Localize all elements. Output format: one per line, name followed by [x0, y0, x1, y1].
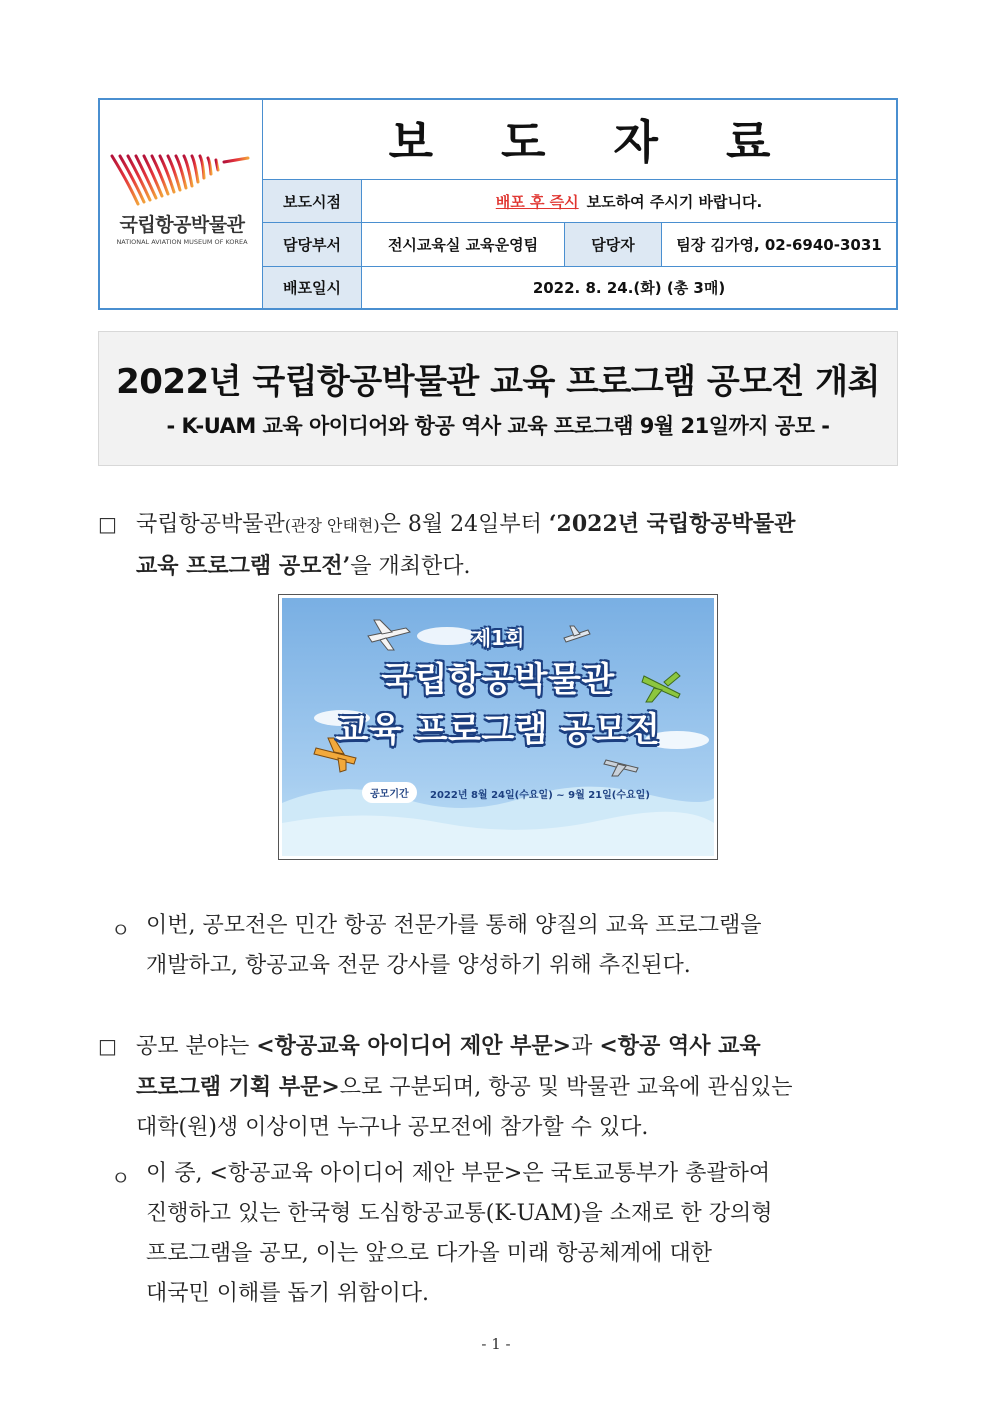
release-highlight: 배포 후 즉시: [495, 192, 579, 211]
p2-line-2: 개발하고, 항공교육 전문 강사를 양성하기 위해 추진된다.: [146, 953, 691, 978]
period-value: 2022년 8월 24일(수요일) ~ 9월 21일(수요일): [430, 790, 650, 801]
poster-title-2: 교육 프로그램 공모전: [335, 710, 661, 750]
document-type-title: 보 도 자 료: [263, 100, 896, 180]
p4-line-3: 프로그램을 공모, 이는 앞으로 다가올 미래 항공체계에 대한: [146, 1241, 712, 1266]
p3-text-a: 공모 분야는: [136, 1034, 257, 1059]
p1-bold: ‘2022년 국립항공박물관: [548, 511, 796, 537]
release-label: 보도시점: [263, 180, 362, 222]
p3-bold-1: <항공교육 아이디어 제안 부문>: [256, 1033, 572, 1059]
page-number: - 1 -: [481, 1335, 511, 1353]
p2-line-1: 이번, 공모전은 민간 항공 전문가를 통해 양질의 교육 프로그램을: [146, 913, 762, 938]
p3-text-c: 으로 구분되며, 항공 및 박물관 교육에 관심있는: [339, 1075, 793, 1100]
press-header-table: [98, 98, 898, 310]
p3-line-3: 대학(원)생 이상이면 누구나 공모전에 참가할 수 있다.: [136, 1115, 649, 1140]
period-badge: 공모기간: [362, 782, 417, 803]
p3-bold-3: 프로그램 기획 부문>: [136, 1074, 340, 1100]
p4-line-1: 이 중, <항공교육 아이디어 제안 부문>은 국토교통부가 총괄하여: [146, 1161, 771, 1186]
date-label: 배포일시: [263, 267, 362, 308]
p4-line-2: 진행하고 있는 한국형 도심항공교통(K-UAM)을 소재로 한 강의형: [146, 1201, 773, 1226]
release-value: [362, 180, 896, 222]
p1-text-c: 을 개최한다.: [350, 554, 471, 579]
checkbox-bullet-icon: □: [98, 1034, 117, 1058]
paragraph-2: [146, 906, 898, 986]
contest-poster-frame: [278, 594, 718, 860]
person-label: 담당자: [565, 223, 662, 265]
headline-main: 2022년 국립항공박물관 교육 프로그램 공모전 개최: [116, 362, 880, 402]
poster-edition: 제1회: [471, 626, 525, 650]
poster-title-1: 국립항공박물관: [381, 660, 615, 700]
paragraph-3: [136, 1026, 898, 1148]
circle-bullet-icon: ㅇ: [111, 1166, 131, 1190]
person-value: 팀장 김가영, 02-6940-3031: [676, 235, 882, 254]
fighter-jet-icon: [604, 760, 638, 776]
checkbox-bullet-icon: □: [98, 512, 117, 536]
p1-text-a: 국립항공박물관: [136, 512, 285, 537]
p4-line-4: 대국민 이해를 돕기 위함이다.: [146, 1281, 429, 1306]
date-value: 2022. 8. 24.(화) (총 3매): [532, 278, 726, 297]
release-text: 보도하여 주시기 바랍니다.: [586, 192, 763, 211]
logo-name: 국립항공박물관: [119, 214, 245, 236]
dept-label: 담당부서: [263, 223, 362, 265]
headline-box: [98, 331, 898, 466]
paragraph-4: [146, 1154, 898, 1314]
p1-text-b: 은 8월 24일부터: [379, 512, 549, 537]
p3-bold-2: <항공 역사 교육: [599, 1033, 761, 1059]
p1-small: (관장 안태현): [284, 516, 380, 535]
p3-text-b: 과: [571, 1034, 600, 1059]
museum-logo: [100, 100, 263, 308]
circle-bullet-icon: ㅇ: [111, 918, 131, 942]
logo-english-name: NATIONAL AVIATION MUSEUM OF KOREA: [116, 238, 248, 246]
headline-sub: - K-UAM 교육 아이디어와 항공 역사 교육 프로그램 9월 21일까지 공모 -: [166, 414, 830, 438]
contest-poster: [282, 598, 714, 856]
dept-value: 전시교육실 교육운영팀: [362, 223, 565, 265]
paragraph-1: [136, 504, 898, 587]
logo-wing-icon: [108, 152, 254, 208]
p1-bold-2: 교육 프로그램 공모전’: [136, 553, 351, 579]
